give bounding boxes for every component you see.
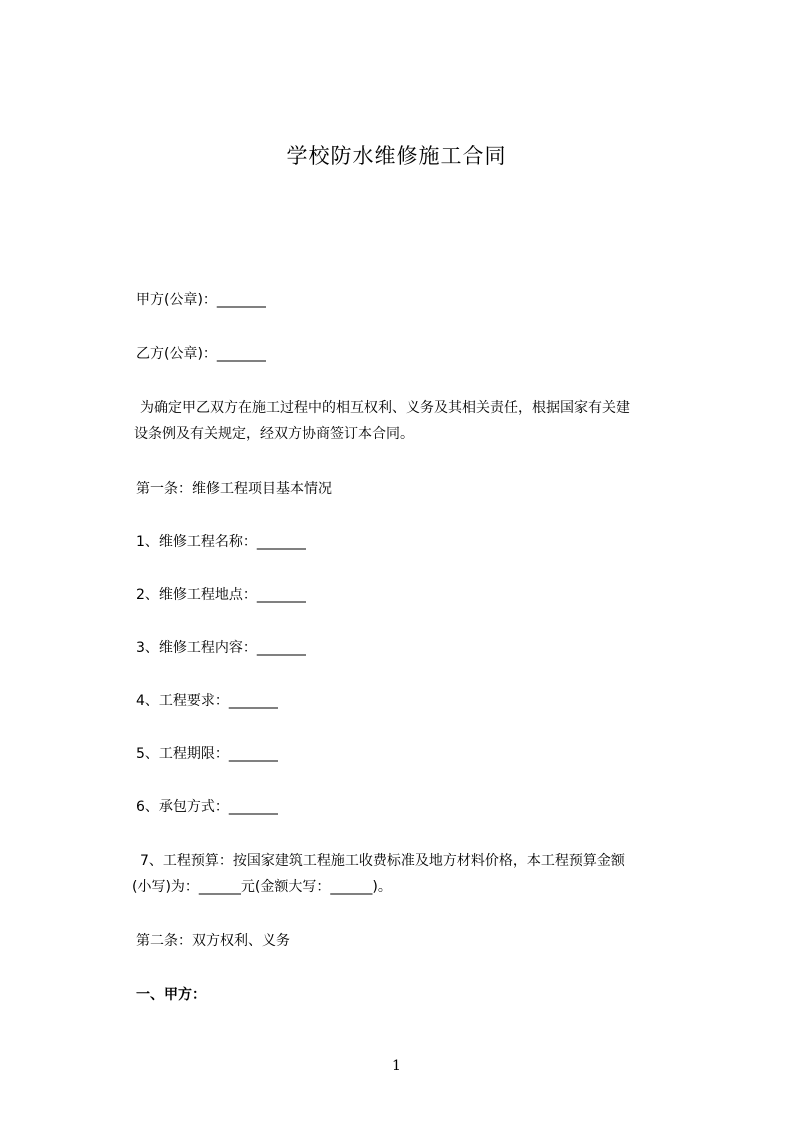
item-7-line-1: 7、工程预算：按国家建筑工程施工收费标准及地方材料价格，本工程预算金额 xyxy=(140,853,625,869)
item-4-requirements: 4、工程要求：_______ xyxy=(136,693,278,709)
party-b-line: 乙方(公章)：_______ xyxy=(136,346,266,362)
preamble-line-2: 设条例及有关规定，经双方协商签订本合同。 xyxy=(134,426,414,442)
item-1-project-name: 1、维修工程名称：_______ xyxy=(136,534,306,550)
item-6-contract-method: 6、承包方式：_______ xyxy=(136,799,278,815)
preamble-line-1: 为确定甲乙双方在施工过程中的相互权利、义务及其相关责任，根据国家有关建 xyxy=(140,400,630,416)
preamble-paragraph xyxy=(136,395,676,447)
item-7-line-2: (小写)为：______元(金额大写：______)。 xyxy=(132,879,392,895)
article-1-heading: 第一条：维修工程项目基本情况 xyxy=(136,481,332,497)
page-number: 1 xyxy=(392,1058,401,1074)
item-5-duration: 5、工程期限：_______ xyxy=(136,746,278,762)
party-a-line: 甲方(公章)：_______ xyxy=(136,292,266,308)
document-title: 学校防水维修施工合同 xyxy=(286,144,507,168)
item-7-budget-paragraph xyxy=(132,848,676,900)
section-a-heading: 一、甲方： xyxy=(136,987,206,1003)
item-2-project-location: 2、维修工程地点：_______ xyxy=(136,587,306,603)
article-2-heading: 第二条：双方权利、义务 xyxy=(136,933,290,949)
item-3-project-content: 3、维修工程内容：_______ xyxy=(136,640,306,656)
